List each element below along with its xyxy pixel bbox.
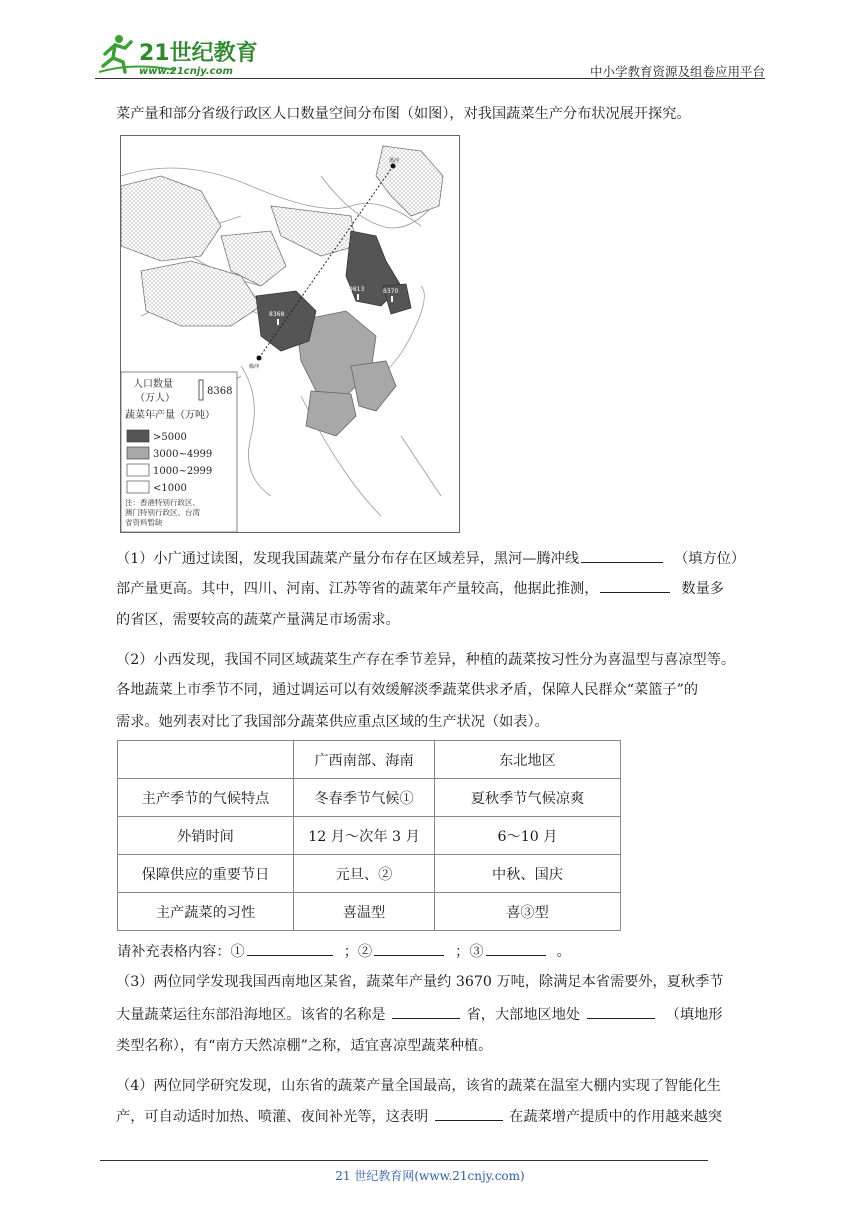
region-heilongjiang bbox=[376, 146, 443, 216]
region-mid-2 bbox=[306, 391, 356, 436]
region-north bbox=[271, 206, 356, 256]
footer-link[interactable]: 21 世纪教育网(www.21cnjy.com) bbox=[335, 1169, 525, 1183]
fill-blank-2[interactable] bbox=[374, 941, 444, 956]
q1-line-1: （1）小广通过读图，发现我国蔬菜产量分布存在区域差异，黑河—腾冲线 （填方位） bbox=[116, 548, 766, 569]
heihe-point bbox=[391, 164, 396, 169]
region-sichuan bbox=[256, 291, 316, 351]
header-divider bbox=[95, 78, 765, 79]
svg-text:www.21cnjy.com: www.21cnjy.com bbox=[139, 66, 233, 77]
q2-line-3: 需求。她列表对比了我国部分蔬菜供应重点区域的生产状况（如表）。 bbox=[116, 714, 549, 730]
fill-blank-1[interactable] bbox=[247, 941, 333, 956]
q3-line-3: 类型名称），有“南方天然凉棚”之称，适宜喜凉型蔬菜种植。 bbox=[116, 1038, 493, 1054]
heihe-label: 黑河 bbox=[389, 158, 400, 164]
q1-line-3: 的省区，需要较高的蔬菜产量满足市场需求。 bbox=[116, 612, 400, 628]
q2-line-2: 各地蔬菜上市季节不同，通过调运可以有效缓解淡季蔬菜供求矛盾，保障人民群众“菜篮子”的 bbox=[116, 682, 699, 698]
svg-text:人口数量: 人口数量 bbox=[133, 379, 173, 390]
footer-divider bbox=[100, 1160, 708, 1161]
tengchong-point bbox=[257, 356, 262, 361]
pop-label-8370: 8370 bbox=[383, 288, 399, 295]
svg-text:21世纪教育: 21世纪教育 bbox=[139, 41, 258, 66]
q4-line-2: 产，可自动适时加热、喷灌、夜间补光等，这表明 在蔬菜增产提质中的作用越来越突 bbox=[116, 1106, 766, 1127]
tengchong-label: 腾冲 bbox=[249, 364, 260, 370]
intro-text: 菜产量和部分省级行政区人口数量空间分布图（如图），对我国蔬菜生产分布状况展开探究。 bbox=[116, 106, 691, 122]
q1-blank-quantity[interactable] bbox=[600, 578, 670, 593]
fill-blank-3[interactable] bbox=[486, 941, 546, 956]
q3-blank-terrain[interactable] bbox=[587, 1004, 655, 1019]
region-xinjiang bbox=[121, 176, 221, 261]
q4-line-1: （4）两位同学研究发现，山东省的蔬菜产量全国最高，该省的蔬菜在温室大棚内实现了智能化生 bbox=[116, 1078, 721, 1094]
q1-line-2: 部产量更高。其中，四川、河南、江苏等省的蔬菜年产量较高，他据此推测， 数量多 bbox=[116, 578, 766, 599]
q3-blank-province[interactable] bbox=[392, 1004, 460, 1019]
pop-label-8368: 8368 bbox=[269, 311, 285, 318]
table-row: 保障供应的重要节日 元旦、② 中秋、国庆 bbox=[118, 855, 621, 893]
svg-text:3000~4999: 3000~4999 bbox=[153, 449, 213, 460]
vegetable-population-map bbox=[120, 135, 460, 533]
svg-text:8368: 8368 bbox=[207, 386, 233, 397]
table-row: 主产季节的气候特点 冬春季节气候① 夏秋季节气候凉爽 bbox=[118, 779, 621, 817]
site-logo bbox=[95, 32, 265, 78]
q3-line-2: 大量蔬菜运往东部沿海地区。该省的名称是 省，大部地区地处 （填地形 bbox=[116, 1004, 766, 1025]
page-header bbox=[95, 28, 765, 80]
svg-text:省资料暂缺: 省资料暂缺 bbox=[125, 518, 163, 527]
table-fill-line: 请补充表格内容：① ；② ；③ 。 bbox=[117, 941, 767, 962]
svg-text:<1000: <1000 bbox=[153, 483, 187, 494]
q3-line-1: （3）两位同学发现我国西南地区某省，蔬菜年产量约 3670 万吨，除满足本省需要外，夏秋季节 bbox=[116, 974, 724, 990]
q2-line-1: （2）小西发现，我国不同区域蔬菜生产存在季节差异，种植的蔬菜按习性分为喜温型与喜凉型等。 bbox=[116, 652, 736, 668]
svg-text:1000~2999: 1000~2999 bbox=[153, 466, 213, 477]
table-row: 主产蔬菜的习性 喜温型 喜③型 bbox=[118, 893, 621, 931]
svg-text:澳门特别行政区、台湾: 澳门特别行政区、台湾 bbox=[125, 508, 200, 517]
q1-blank-direction[interactable] bbox=[581, 548, 663, 563]
platform-name: 中小学教育资源及组卷应用平台 bbox=[589, 64, 765, 79]
svg-text:蔬菜年产量（万吨）: 蔬菜年产量（万吨） bbox=[125, 410, 215, 421]
map-legend bbox=[121, 372, 237, 532]
pop-label-9813: 9813 bbox=[349, 286, 365, 293]
region-mid-3 bbox=[351, 361, 396, 411]
vegetable-supply-table bbox=[117, 740, 621, 931]
table-row: 外销时间 12 月～次年 3 月 6～10 月 bbox=[118, 817, 621, 855]
svg-text:>5000: >5000 bbox=[153, 432, 187, 443]
table-header-row: 广西南部、海南 东北地区 bbox=[118, 741, 621, 779]
svg-text:注：香港特别行政区、: 注：香港特别行政区、 bbox=[125, 498, 200, 507]
q4-blank-factor[interactable] bbox=[435, 1106, 503, 1121]
svg-text:（万人）: （万人） bbox=[135, 393, 175, 404]
